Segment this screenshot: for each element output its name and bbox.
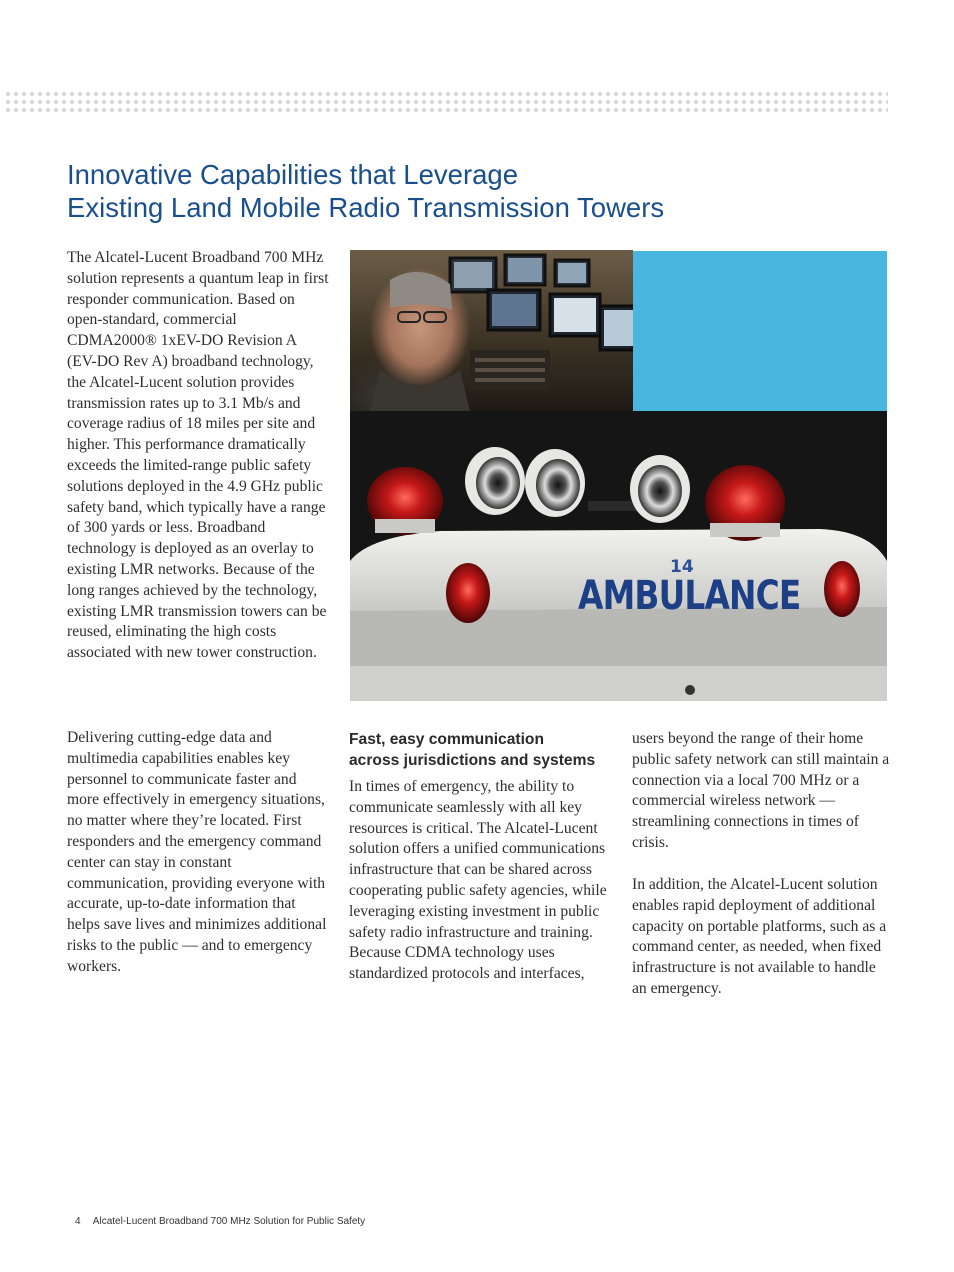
blue-color-block — [633, 251, 887, 411]
page-title — [67, 158, 664, 224]
intro-paragraph-1: The Alcatel-Lucent Broadband 700 MHz solution represents a quantum leap in first responder communication. Based on open-standard, commercial CDMA2000® 1xEV-DO Revision A (EV-DO Rev A) broadband technology, the Alcatel-Lucent solution provides transmission rates up to 3.1 Mb/s and coverage radius of 18 miles per site and higher. This performance dramatically exceeds the limited-range public safety solutions deployed in the 4.9 GHz public safety band, which typically have a range of 300 yards or less. Broadband technology is deployed as an overlay to existing LMR networks. Because of the long ranges achieved by the technology, existing LMR transmission towers can be reused, eliminating the high costs associated with new tower construction. — [67, 249, 329, 662]
page-title-line-2: Existing Land Mobile Radio Transmission Towers — [67, 192, 665, 223]
section-subheading-line-2: across jurisdictions and systems — [349, 751, 596, 769]
section-subheading — [349, 730, 619, 771]
section-paragraph-3: In addition, the Alcatel-Lucent solution enables rapid deployment of additional capacity on portable platforms, such as a command center, as needed, when fixed infrastructure is not available to handle an emergency. — [632, 876, 887, 997]
footer-publication-title: Alcatel-Lucent Broadband 700 MHz Solution for Public Safety — [92, 1216, 366, 1227]
ambulance-unit-number: 14 — [670, 557, 694, 577]
ambulance-lettering: AMBULANCE — [578, 573, 801, 619]
section-subheading-line-1: Fast, easy communication — [349, 731, 544, 748]
page-title-line-1: Innovative Capabilities that Leverage — [67, 159, 518, 190]
section-paragraph-2: users beyond the range of their home public safety network can still maintain a connection via a local 700 MHz or a commercial wireless network — streamlining connections in times of crisis. — [632, 730, 890, 851]
dispatcher-photo — [350, 250, 633, 411]
ambulance-photo — [350, 411, 887, 701]
intro-paragraph-2: Delivering cutting-edge data and multimedia capabilities enables key personnel to communicate faster and more effectively in emergency situations, no matter where they’re located. First responders and the emergency command center can stay in constant communication, providing everyone with accurate, up-to-date information that helps save lives and minimizes additional risks to the public — and to emergency workers. — [67, 729, 327, 975]
page-footer — [75, 1216, 365, 1227]
page-number: 4 — [75, 1216, 81, 1227]
section-paragraph-1: In times of emergency, the ability to communicate seamlessly with all key resources is critical. The Alcatel-Lucent solution offers a unified communications infrastructure that can be shared across cooperating public safety agencies, while leveraging existing investment in public safety radio infrastructure and training. Because CDMA technology uses standardized protocols and interfaces, — [349, 778, 607, 983]
dotted-band-decoration — [4, 90, 888, 116]
